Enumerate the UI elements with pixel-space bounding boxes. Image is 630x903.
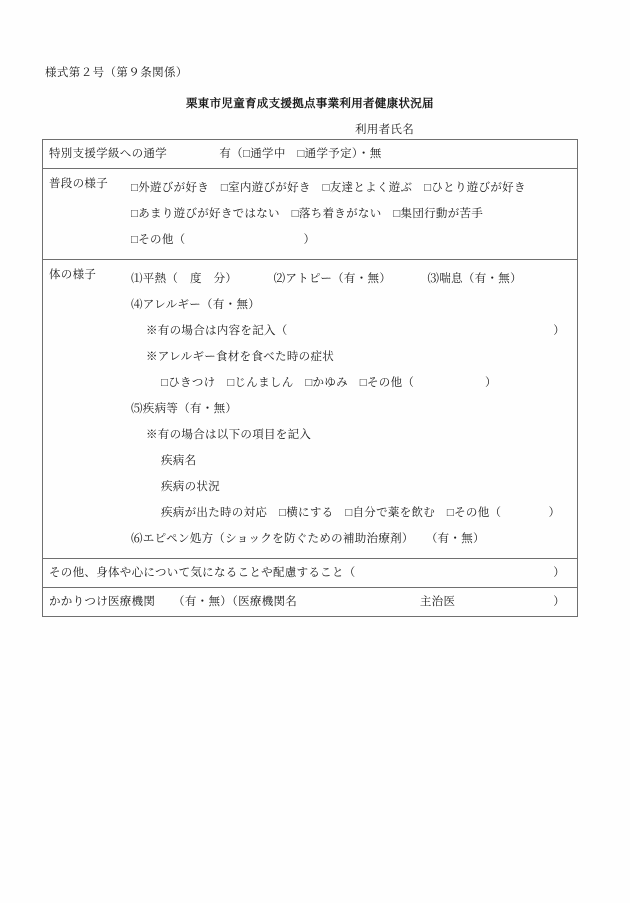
disease-response-field[interactable]: 疾病が出た時の対応 □横にする □自分で薬を飲む □その他（ ） — [161, 507, 561, 519]
attending-doctor-label[interactable]: 主治医 — [419, 596, 456, 608]
disease-status-field[interactable]: 疾病の状況 — [161, 481, 220, 493]
body-state-label: 体の様子 — [49, 269, 97, 281]
form-number: 様式第２号（第９条関係） — [45, 67, 188, 79]
body-state-line-vitals — [43, 266, 577, 292]
table-row-other-concerns — [43, 559, 578, 588]
item-allergy[interactable]: ⑷アレルギー（有・無） — [131, 299, 261, 311]
other-concerns-cell — [43, 559, 578, 588]
recipient-name-label: 利用者氏名 — [355, 124, 414, 136]
usual-state-options-line-1[interactable]: □外遊びが好き □室内遊びが好き □友達とよく遊ぶ □ひとり遊びが好き — [131, 182, 526, 194]
family-doctor-text[interactable]: かかりつけ医療機関 （有・無）（医療機関名 — [49, 596, 298, 608]
table-row-body-state — [43, 260, 578, 559]
special-class-line — [43, 140, 577, 168]
table-row-usual-state — [43, 169, 578, 260]
family-doctor-line — [43, 588, 577, 616]
allergy-symptom-checkboxes[interactable]: □ひきつけ □じんましん □かゆみ □その他（ ） — [161, 377, 497, 389]
special-class-label: 特別支援学級への通学 — [49, 148, 167, 160]
usual-state-options-line-2[interactable]: □あまり遊びが好きではない □落ち着きがない □集団行動が苦手 — [131, 208, 484, 220]
document-title: 栗東市児童育成支援拠点事業利用者健康状況届 — [186, 98, 434, 110]
other-concerns-line — [43, 559, 577, 587]
item-disease[interactable]: ⑸疾病等（有・無） — [131, 403, 238, 415]
allergy-symptom-note: ※アレルギー食材を食べた時の症状 — [146, 351, 335, 363]
special-class-options[interactable]: 有（□通学中 □通学予定）・無 — [219, 148, 382, 160]
usual-state-options-line-3[interactable]: □その他（ ） — [131, 234, 316, 246]
item-atopy[interactable]: ⑵アトピー（有・無） — [273, 273, 392, 285]
usual-state-label: 普段の様子 — [49, 178, 108, 190]
item-asthma[interactable]: ⑶喘息（有・無） — [427, 273, 522, 285]
allergy-content-note-text: ※有の場合は内容を記入（ — [146, 325, 288, 337]
table-row-special-class — [43, 140, 578, 169]
item-epipen[interactable]: ⑹エピペン処方（ショックを防ぐための補助治療剤） （有・無） — [131, 533, 485, 545]
usual-state-cell — [43, 169, 578, 260]
health-status-form-table — [42, 139, 578, 617]
special-class-cell — [43, 140, 578, 169]
table-row-family-doctor — [43, 588, 578, 617]
other-concerns-close-paren: ） — [553, 567, 565, 579]
allergy-content-close-paren: ） — [553, 325, 565, 337]
other-concerns-text[interactable]: その他、身体や心について気になることや配慮すること（ — [49, 567, 356, 579]
body-state-cell — [43, 260, 578, 559]
item-normal-temperature[interactable]: ⑴平熱（ 度 分） — [131, 273, 238, 285]
disease-name-field[interactable]: 疾病名 — [161, 455, 197, 467]
allergy-content-note — [43, 318, 577, 344]
family-doctor-cell — [43, 588, 578, 617]
family-doctor-close-paren: ） — [553, 596, 565, 608]
disease-note: ※有の場合は以下の項目を記入 — [146, 429, 312, 441]
